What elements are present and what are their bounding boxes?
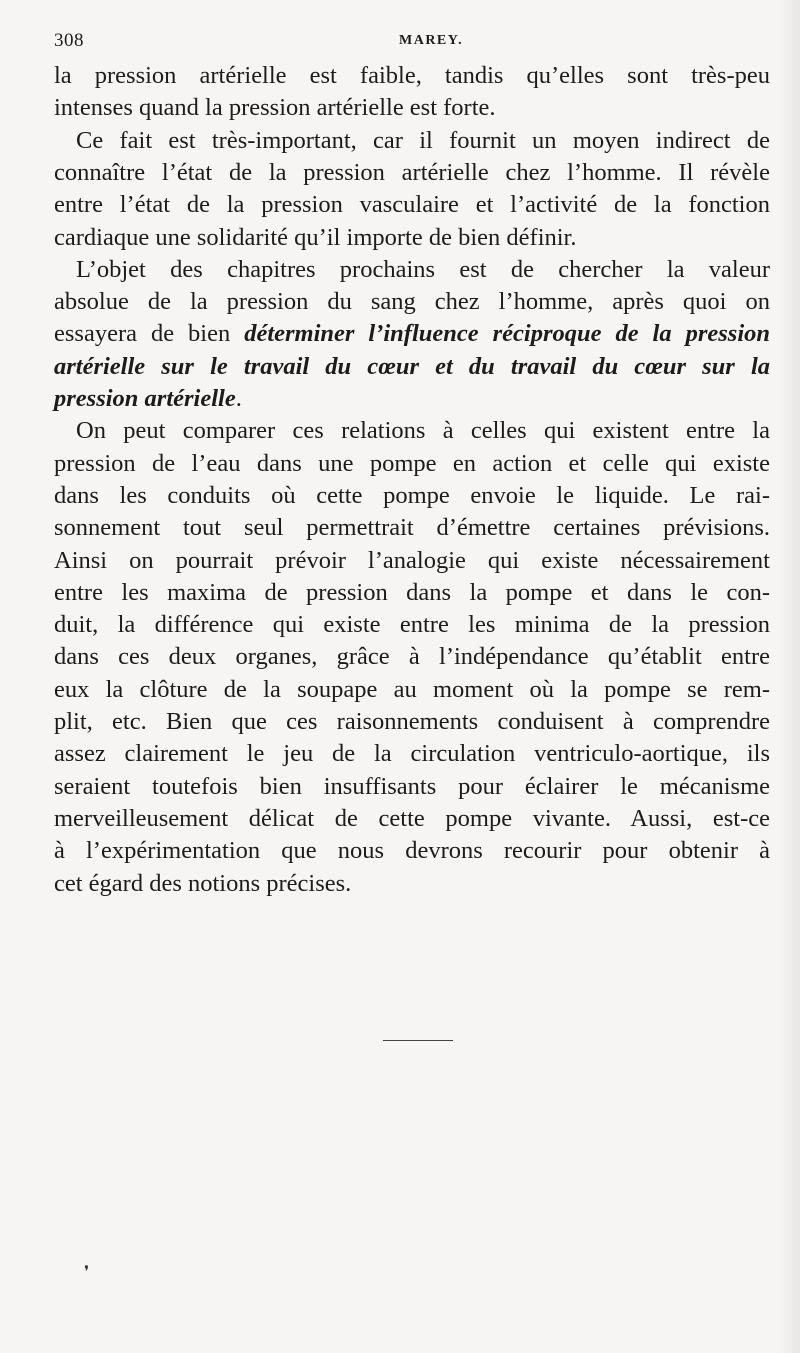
print-speck: ❜ (84, 1264, 90, 1281)
line-text: L’objet des chapitres prochains est de chercher la valeur (76, 255, 770, 283)
text-line (54, 835, 770, 867)
line-text: essayera de bien (54, 320, 245, 348)
line-text: On peut comparer ces relations à celles qui existent entre la (76, 417, 770, 445)
line-text: plit, etc. Bien que ces raisonnements conduisent à comprendre (54, 708, 770, 735)
section-rule (383, 1040, 453, 1041)
line-text: Ce fait est très-important, car il fournit un moyen indirect de (76, 126, 770, 154)
page-number: 308 (54, 30, 84, 51)
line-text: la pression artérielle est faible, tandis qu’elles sont très-peu (54, 62, 770, 89)
text-line (54, 415, 770, 447)
emphasis-text: pression artérielle (54, 385, 236, 412)
line-text: intenses quand la pression artérielle est forte. (54, 94, 496, 122)
line-text: assez clairement le jeu de la circulation ventriculo-aortique, ils (54, 740, 770, 768)
line-text: dans ces deux organes, grâce à l’indépendance qu’établit entre (54, 643, 770, 671)
running-head: MAREY. (399, 33, 464, 48)
line-text: pression de l’eau dans une pompe en action et celle qui existe (54, 449, 770, 477)
page-header (54, 30, 784, 58)
text-line (54, 771, 770, 803)
text-line (54, 738, 770, 770)
text-line (54, 318, 770, 350)
text-line (54, 189, 770, 221)
line-text: à l’expérimentation que nous devrons recourir pour obtenir à (54, 837, 770, 865)
text-line (54, 706, 770, 738)
text-line (54, 383, 770, 415)
page-edge-shadow (778, 0, 800, 1353)
text-line (54, 351, 770, 383)
line-text: eux la clôture de la soupape au moment où la pompe se rem- (54, 675, 770, 703)
text-line (54, 512, 770, 544)
line-text: . (235, 385, 242, 412)
text-line (54, 577, 770, 609)
line-text: merveilleusement délicat de cette pompe vivante. Aussi, est-ce (54, 804, 770, 832)
text-line (54, 545, 770, 577)
text-line (54, 125, 770, 157)
text-line (54, 803, 770, 835)
text-line (54, 60, 770, 92)
text-line (54, 674, 770, 706)
line-text: cardiaque une solidarité qu’il importe de bien définir. (54, 223, 577, 251)
text-line (54, 609, 770, 641)
line-text: connaître l’état de la pression artérielle chez l’homme. Il révèle (54, 158, 770, 186)
emphasis-text: artérielle sur le travail du cœur et du travail du cœur sur la (54, 352, 770, 380)
line-text: seraient toutefois bien insuffisants pour éclairer le mécanisme (54, 772, 770, 800)
text-line (54, 222, 770, 254)
line-text: entre les maxima de pression dans la pompe et dans le con- (54, 578, 770, 606)
text-line (54, 92, 770, 124)
text-line (54, 480, 770, 512)
line-text: sonnement tout seul permettrait d’émettre certaines prévisions. (54, 514, 770, 542)
text-line (54, 448, 770, 480)
text-line (54, 157, 770, 189)
text-line (54, 286, 770, 318)
line-text: entre l’état de la pression vasculaire et l’activité de la fonction (54, 191, 770, 219)
text-line (54, 868, 770, 900)
text-line (54, 641, 770, 673)
text-line (54, 254, 770, 286)
line-text: absolue de la pression du sang chez l’homme, après quoi on (54, 288, 770, 316)
emphasis-text: déterminer l’influence réciproque de la pression (244, 320, 770, 348)
line-text: dans les conduits où cette pompe envoie le liquide. Le rai- (54, 481, 770, 509)
line-text: Ainsi on pourrait prévoir l’analogie qui existe nécessairement (54, 546, 770, 574)
line-text: duit, la différence qui existe entre les minima de la pression (54, 611, 770, 639)
line-text: cet égard des notions précises. (54, 869, 352, 897)
